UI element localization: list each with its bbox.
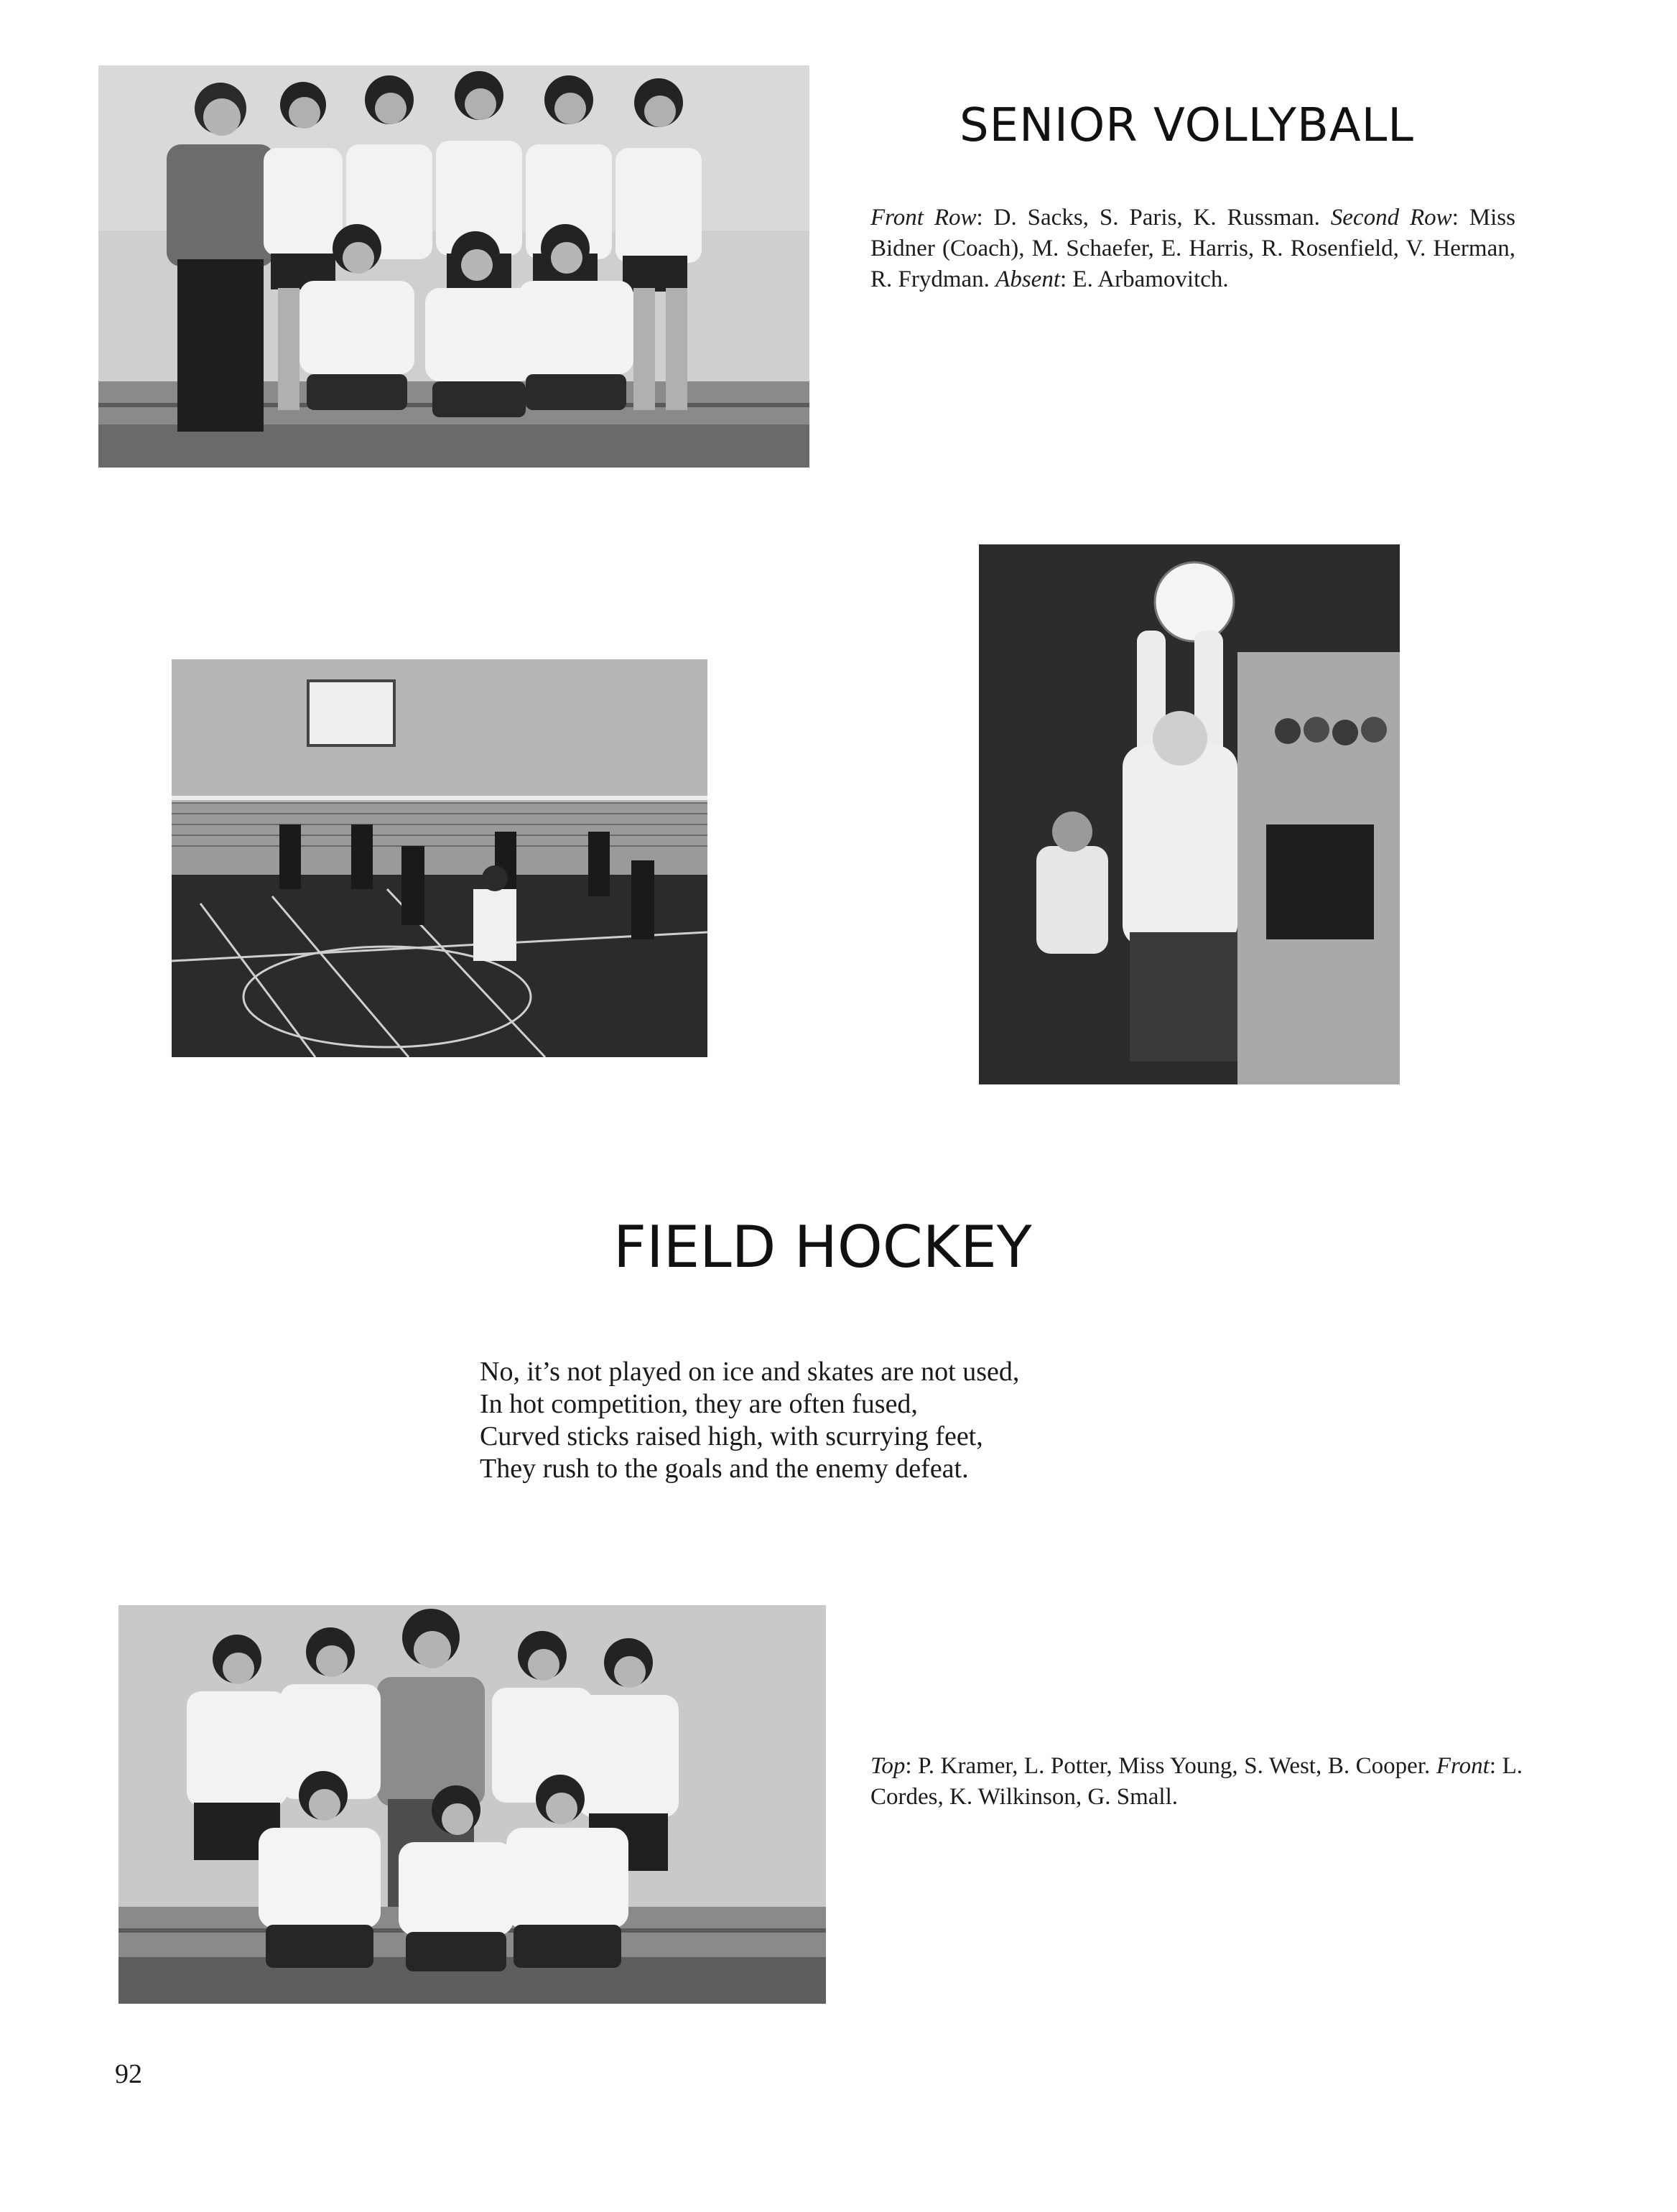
front-row-label: Front Row <box>870 205 977 231</box>
volleyball-team-photo <box>98 65 809 468</box>
front-row-names: L. Cordes, K. Wilkinson, G. Small. <box>870 1753 1523 1810</box>
poem-line: In hot competition, they are often fused, <box>480 1389 918 1419</box>
second-row-label: Second Row <box>1330 205 1452 231</box>
second-row-names: Miss Bidner (Coach), M. Schaefer, E. Harris, R. Rosenfield, V. Herman, R. Frydman. <box>870 205 1515 292</box>
page-number: 92 <box>115 2059 142 2089</box>
absent-label: Absent <box>995 266 1060 292</box>
field-hockey-poem <box>480 1356 1169 1485</box>
absent-names: E. Arbamovitch. <box>1072 266 1229 292</box>
volleyball-heading: SENIOR VOLLYBALL <box>960 99 1414 152</box>
poem-line: Curved sticks raised high, with scurrying feet, <box>480 1421 983 1451</box>
poem-line: They rush to the goals and the enemy defeat. <box>480 1454 969 1484</box>
volleyball-gym-photo <box>172 659 707 1057</box>
top-row-label: Top <box>870 1753 906 1779</box>
front-row-names: D. Sacks, S. Paris, K. Russman. <box>993 205 1320 231</box>
field-hockey-heading: FIELD HOCKEY <box>613 1214 1032 1281</box>
field-hockey-caption: Top: P. Kramer, L. Potter, Miss Young, S. West, B. Cooper. Front: L. Cordes, K. Wilkinson, G. Small. <box>870 1753 1523 1810</box>
volleyball-caption: Front Row: D. Sacks, S. Paris, K. Russman. Second Row: Miss Bidner (Coach), M. Schaefer, E. Harris, R. Rosenfield, V. Herman, R. Frydman. Absent: E. Arbamovitch. <box>870 205 1515 292</box>
poem-line: No, it’s not played on ice and skates are not used, <box>480 1357 1020 1387</box>
front-row-label: Front <box>1436 1753 1490 1779</box>
top-row-names: P. Kramer, L. Potter, Miss Young, S. West, B. Cooper. <box>918 1753 1431 1779</box>
volleyball-player-photo <box>979 544 1400 1084</box>
field-hockey-team-photo <box>119 1605 826 2004</box>
